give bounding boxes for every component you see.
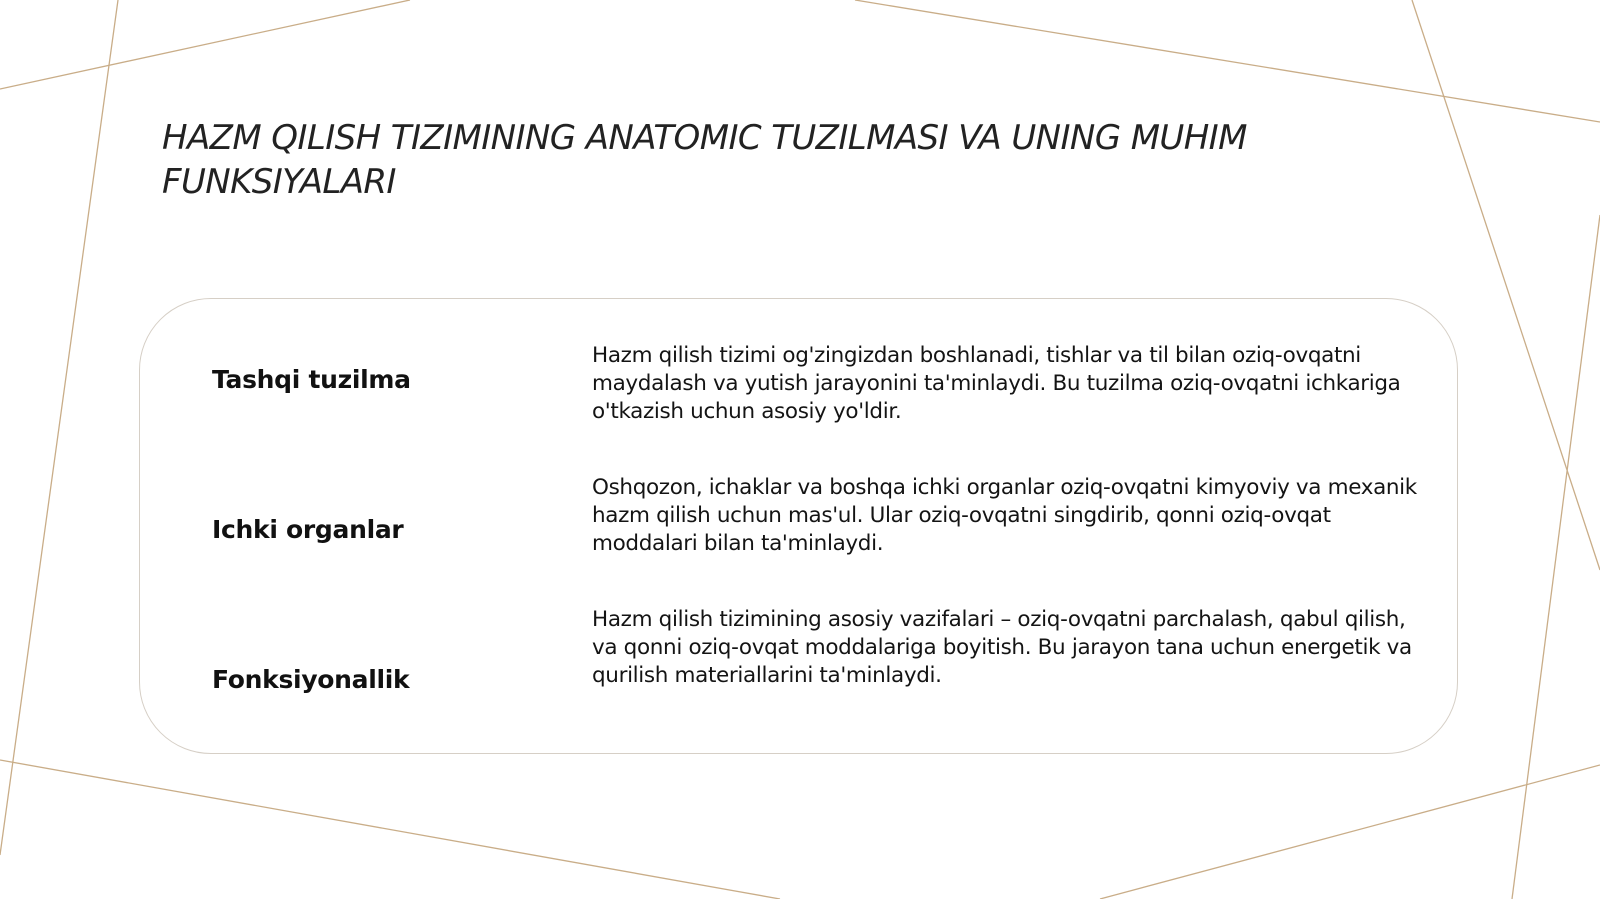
slide-title: HAZM QILISH TIZIMINING ANATOMIC TUZILMASI VA UNING MUHIM FUNKSIYALARI	[162, 118, 1247, 202]
bg-line	[0, 760, 780, 899]
content-card	[139, 298, 1458, 754]
row-label: Fonksiyonallik	[212, 665, 410, 694]
bg-line	[1100, 765, 1600, 899]
row-label: Ichki organlar	[212, 515, 404, 544]
row-description: Oshqozon, ichaklar va boshqa ichki organlar oziq-ovqatni kimyoviy va mexanik hazm qilish uchun mas'ul. Ular oziq-ovqatni singdirib, qonni oziq-ovqat moddalari bilan ta'minlaydi.	[592, 475, 1417, 556]
bg-line	[1512, 215, 1600, 899]
bg-line	[0, 0, 118, 855]
bg-line	[855, 0, 1600, 122]
row-label: Tashqi tuzilma	[212, 365, 411, 394]
row-description: Hazm qilish tizimining asosiy vazifalari – oziq-ovqatni parchalash, qabul qilish, va qonni oziq-ovqat moddalariga boyitish. Bu jarayon tana uchun energetik va qurilish materiallarini ta'minlaydi.	[592, 607, 1412, 688]
row-description: Hazm qilish tizimi og'zingizdan boshlanadi, tishlar va til bilan oziq-ovqatni maydalash va yutish jarayonini ta'minlaydi. Bu tuzilma oziq-ovqatni ichkariga o'tkazish uchun asosiy yo'ldir.	[592, 343, 1401, 424]
bg-line	[0, 0, 410, 89]
